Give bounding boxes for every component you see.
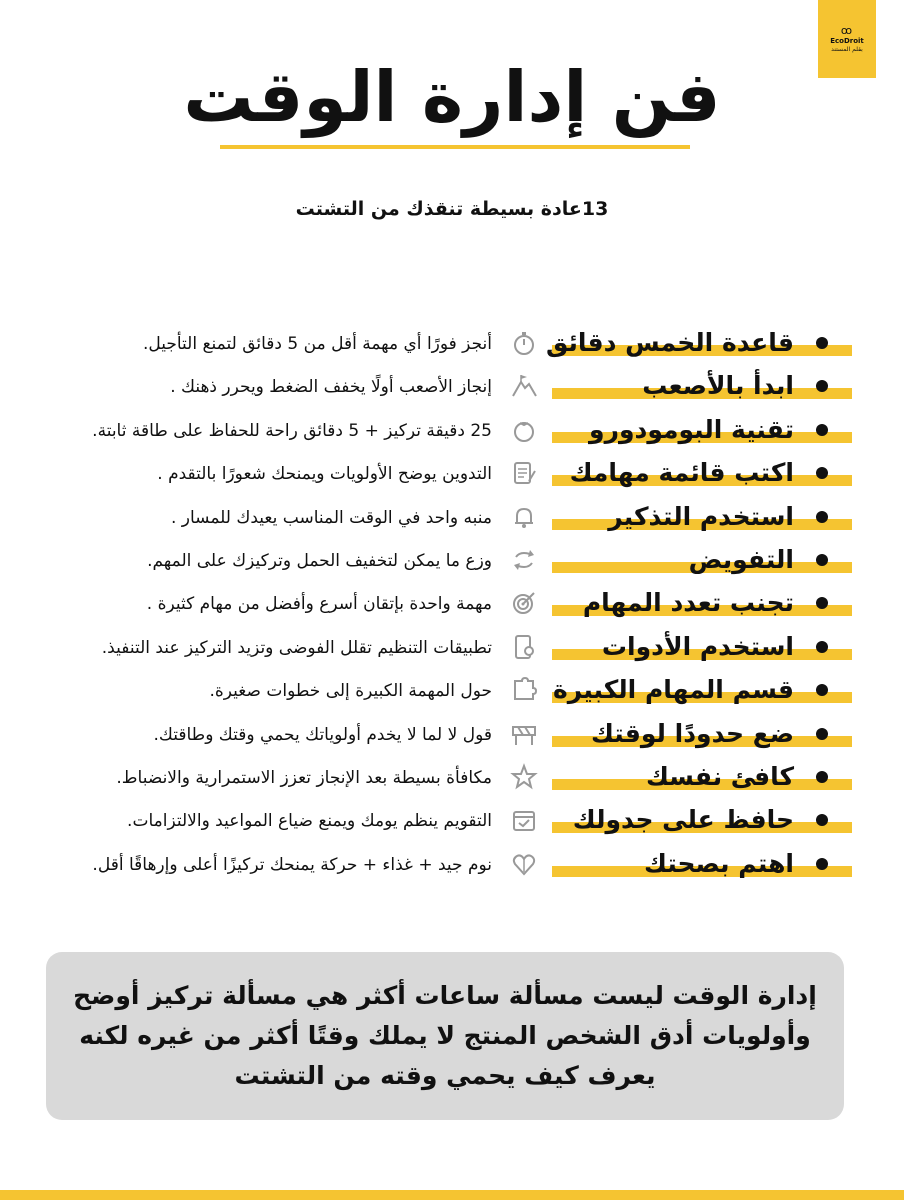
logo-brand: EcoDroit: [830, 36, 864, 45]
habit-row: [0, 410, 904, 450]
habit-description: حول المهمة الكبيرة إلى خطوات صغيرة.: [209, 681, 492, 702]
star-icon: [509, 762, 539, 792]
page-title: فن إدارة الوقت: [183, 56, 721, 138]
habit-name: التفويض: [688, 545, 794, 574]
bell-icon: [509, 502, 539, 532]
stopwatch-icon: [509, 328, 539, 358]
habit-row: [0, 453, 904, 493]
bullet-dot: [816, 771, 828, 783]
habit-name: قاعدة الخمس دقائق: [545, 328, 794, 357]
habit-description: منبه واحد في الوقت المناسب يعيدك للمسار .: [170, 507, 492, 528]
habit-description: مهمة واحدة بإتقان أسرع وأفضل من مهام كثيرة .: [146, 594, 492, 615]
habit-description: تطبيقات التنظيم تقلل الفوضى وتزيد التركيز عند التنفيذ.: [101, 637, 492, 658]
habit-name: تقنية البومودورو: [589, 414, 794, 444]
calendar-check-icon: [509, 805, 539, 835]
mountain-icon: [509, 371, 539, 401]
habit-description: التدوين يوضح الأولويات ويمنحك شعورًا بالتقدم .: [157, 464, 492, 485]
barrier-icon: [509, 719, 539, 749]
title-underline: [220, 145, 690, 149]
bullet-dot: [816, 728, 828, 740]
logo-tagline: بقلم المستند: [831, 45, 863, 53]
habit-row: [0, 844, 904, 884]
habit-row: [0, 800, 904, 840]
bullet-dot: [816, 641, 828, 653]
heart-brain-icon: [509, 849, 539, 879]
habit-name: حافظ على جدولك: [572, 805, 794, 835]
bullet-dot: [816, 424, 828, 436]
habit-description: مكافأة بسيطة بعد الإنجاز تعزز الاستمرارية والانضباط.: [116, 768, 492, 788]
bottom-accent-line: [0, 1190, 904, 1200]
habit-name: استخدم الأدوات: [601, 631, 794, 661]
habit-row: [0, 757, 904, 797]
arrows-cycle-icon: [509, 545, 539, 575]
habit-name: استخدم التذكير: [608, 501, 794, 531]
habit-row: [0, 670, 904, 710]
target-icon: [509, 588, 539, 618]
habit-name: تجنب تعدد المهام: [582, 588, 794, 618]
logo-mark: ꝏ: [840, 23, 854, 37]
habit-name: اهتم بصحتك: [644, 848, 794, 878]
quote-text: إدارة الوقت ليست مسألة ساعات أكثر هي مسألة تركيز أوضح وأولويات أدق الشخص المنتج لا يملك وقتًا أكثر من غيره لكنه يعرف كيف يحمي وقته من التشتت: [73, 981, 817, 1090]
quote-box: [46, 952, 844, 1120]
habit-name: قسم المهام الكبيرة: [553, 675, 794, 705]
bullet-dot: [816, 337, 828, 349]
habit-description: نوم جيد + غذاء + حركة يمنحك تركيزًا أعلى وإرهاقًا أقل.: [92, 854, 492, 875]
notepad-icon: [509, 458, 539, 488]
bullet-dot: [816, 858, 828, 870]
habits-list: [0, 323, 904, 893]
habit-row: [0, 323, 904, 363]
puzzle-icon: [509, 675, 539, 705]
habit-description: أنجز فورًا أي مهمة أقل من 5 دقائق لتمنع التأجيل.: [142, 334, 492, 354]
habit-row: [0, 497, 904, 537]
bullet-dot: [816, 511, 828, 523]
page-subtitle: 13عادة بسيطة تنقذك من التشتت: [295, 198, 609, 220]
habit-name: ضع حدودًا لوقتك: [591, 718, 794, 748]
habit-name: كافئ نفسك: [645, 762, 794, 791]
habit-description: التقويم ينظم يومك ويمنع ضياع المواعيد والالتزامات.: [127, 811, 492, 832]
bullet-dot: [816, 554, 828, 566]
habit-description: قول لا لما لا يخدم أولوياتك يحمي وقتك وطاقتك.: [153, 724, 492, 745]
habit-row: [0, 366, 904, 406]
habit-row: [0, 627, 904, 667]
habit-row: [0, 583, 904, 623]
tomato-icon: [509, 415, 539, 445]
habit-description: 25 دقيقة تركيز + 5 دقائق راحة للحفاظ على طاقة ثابتة.: [92, 420, 492, 441]
habit-description: إنجاز الأصعب أولًا يخفف الضغط ويحرر ذهنك .: [170, 377, 492, 398]
phone-gear-icon: [509, 632, 539, 662]
habit-description: وزع ما يمكن لتخفيف الحمل وتركيزك على المهم.: [147, 551, 492, 571]
habit-row: [0, 714, 904, 754]
habit-name: اكتب قائمة مهامك: [569, 458, 794, 488]
habit-name: ابدأ بالأصعب: [642, 371, 794, 401]
habit-row: [0, 540, 904, 580]
